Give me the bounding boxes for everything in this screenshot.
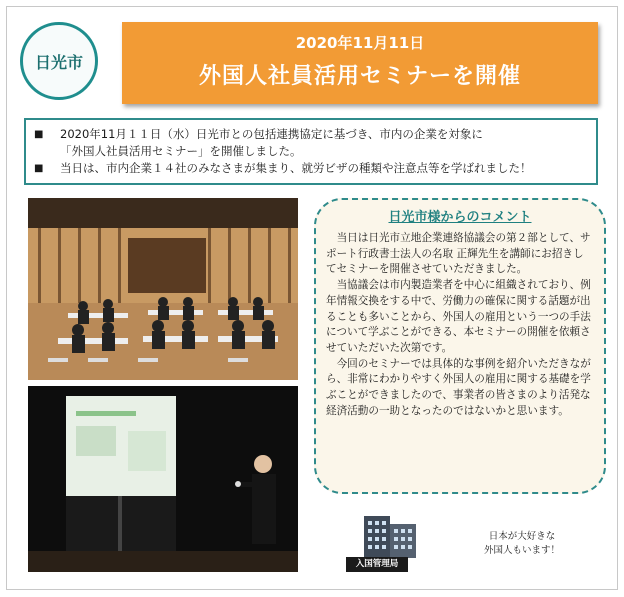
summary-item-2 [34, 160, 588, 177]
summary-line-3: 当日は、市内企業１４社のみなさまが集まり、就労ビザの種類や注意点等を学ばれました！ [60, 161, 532, 175]
foreigner-note [462, 530, 582, 558]
comment-paragraph-2: 当協議会は市内製造業者を中心に組織されており、例年情報交換をする中で、労働力の確保に関する話題が出ることも多いことから、外国人の雇用という一つの手法について学ぶことができる、本セミナーの開催を依頼させていただいた次第です。 [326, 279, 591, 354]
note-line-2: 外国人もいます！ [483, 545, 560, 556]
summary-line-1: 2020年11月１１日（水）日光市との包括連携協定に基づき、市内の企業を対象に [60, 127, 483, 141]
presenter-photo [28, 386, 298, 572]
banner-date: 2020年11月11日 [295, 34, 425, 52]
note-line-1: 日本が大好きな [488, 531, 556, 542]
banner-title: 外国人社員活用セミナーを開催 [198, 64, 521, 89]
summary-box [24, 118, 598, 185]
title-banner [122, 22, 598, 104]
comment-box [314, 198, 606, 494]
summary-item-1 [34, 126, 588, 143]
summary-line-2: 「外国人社員活用セミナー」を開催しました。 [60, 144, 302, 158]
seminar-hall-photo [28, 198, 298, 380]
comment-heading: 日光市様からのコメント [388, 210, 532, 225]
comment-paragraph-3: 今回のセミナーでは具体的な事例を紹介いただきながら、非常にわかりやすく外国人の雇用に関する基礎を学ぶことができましたので、事業者の皆さまのより活発な経済活動の一助となったのではないかと思います。 [326, 357, 591, 417]
comment-paragraph-1: 当日は日光市立地企業連絡協議会の第２部として、サポート行政書士法人の名取 正輝先生を講師にお招きしてセミナーを開催させていただきました。 [326, 232, 591, 276]
city-badge [20, 22, 98, 100]
city-badge-label: 日光市 [34, 52, 83, 72]
immigration-office-label: 入国管理局 [346, 557, 408, 572]
bullet-square-icon: ■ [34, 129, 44, 140]
bullet-square-icon: ■ [34, 163, 44, 174]
